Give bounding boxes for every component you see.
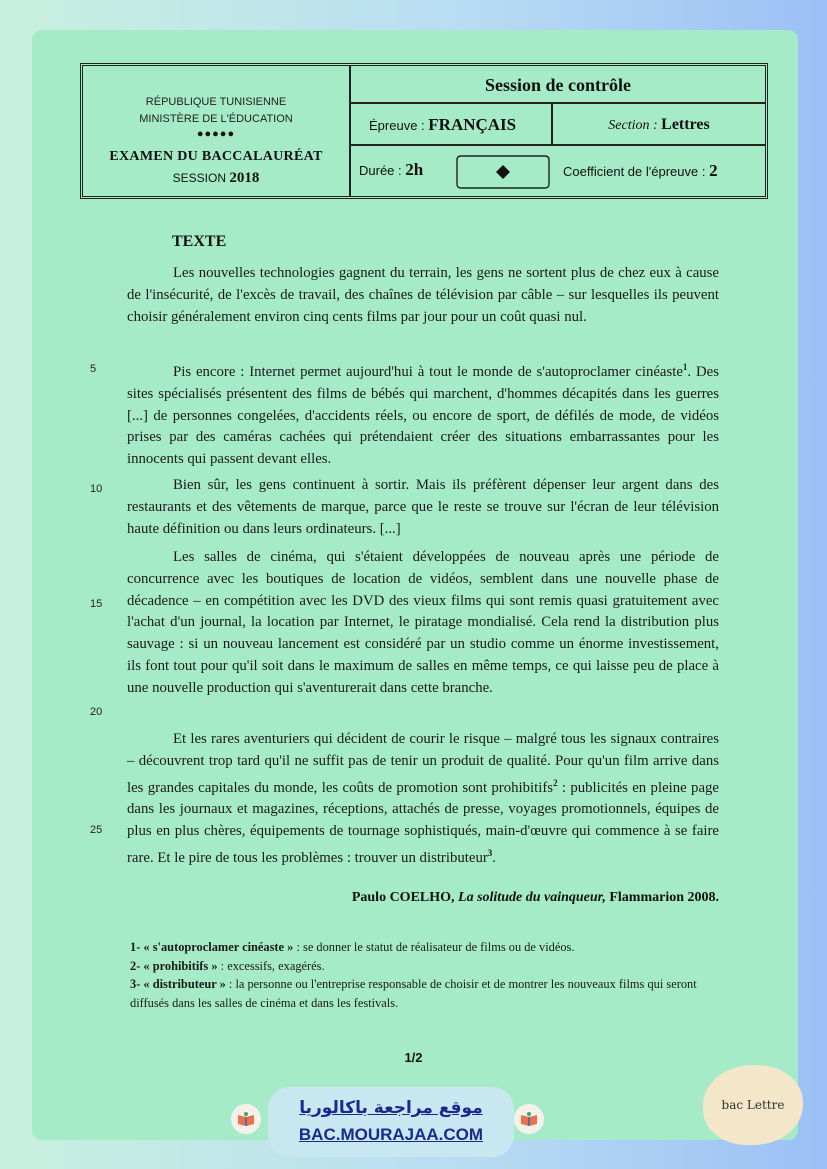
footnote-ref-3: 3 — [487, 847, 493, 858]
book-title: La solitude du vainqueur, — [458, 890, 606, 905]
paragraph-5: Et les rares aventuriers qui décident de courir le risque – malgré tous les signaux contraires – découvrent trop tard qu'il ne suffit pas de tenir un produit de qualité. Pour qu'un film arrive dans les grandes capitales du monde, les coûts de promotion sont prohibitifs$^2$ : publicités en pleine page dans les journaux et magazines, réceptions, attachés de presse, voyages promotionnels, équipes de plus en plus chères, équipements de tournage sophistiqués, main-d'œuvre qui commence à se faire rare. Et le pire de tous les problèmes : trouver un distributeur$^3$. — [127, 731, 719, 866]
header-institution-cell — [83, 66, 351, 196]
ministry-label: MINISTÈRE DE L'ÉDUCATION — [139, 113, 293, 125]
coefficient-value: 2 — [709, 161, 718, 180]
session-year: 2018 — [229, 170, 260, 186]
session-type: Session de contrôle — [351, 66, 765, 104]
site-name-arabic[interactable]: موقع مراجعة باكالوريا — [299, 1098, 483, 1118]
paragraph-3: Bien sûr, les gens continuent à sortir. Mais ils préfèrent dépenser leur argent dans des restaurants et des vêtements de marque, parce que le reste se trouve sur l'écran de leur télévision haute définition ou dans leurs ordinateurs. [...] — [127, 477, 719, 537]
bac-lettre-logo: bac Lettre — [703, 1065, 803, 1145]
country-label: RÉPUBLIQUE TUNISIENNE — [145, 96, 287, 108]
decorative-dots: ●●●●● — [196, 128, 236, 140]
line-number: 10 — [90, 483, 103, 495]
section-value: Lettres — [661, 116, 710, 133]
line-number: 5 — [90, 363, 97, 375]
text-source: Paulo COELHO, La solitude du vainqueur, Flammarion 2008. — [351, 890, 719, 905]
paragraph-4: Les salles de cinéma, qui s'étaient développées de nouveau après une période de concurrence avec les boutiques de location de vidéos, semblent dans une nouvelle phase de décadence – en compétition avec les DVD des vieux films qui sont remis quasi gratuitement avec l'achat d'un journal, la location par Internet, le piratage mondialisé. Cela rend la distribution plus sauvage : si un nouveau lancement est considéré par un studio comme un énorme investissement, ils font tout pour qu'il soit dans le maximum de salles en même temps, ce qui laisse peu de place à une nouvelle production qui s'aventurerait dans cette branche. — [127, 549, 719, 696]
text-title: TEXTE — [172, 233, 227, 250]
epreuve-cell: Épreuve : FRANÇAIS — [351, 104, 553, 144]
footnote-2: 2- « prohibitifs » : excessifs, exagérés. — [130, 958, 325, 973]
paragraph-1: Les nouvelles technologies gagnent du terrain, les gens ne sortent plus de chez eux à cause de l'insécurité, de l'excès de travail, des chaînes de télévision par câble – sur lesquelles ils peuvent choisir généralement environ cinq cents films par jour pour un coût quasi nul. — [127, 265, 719, 325]
footnote-ref-1: 1 — [682, 362, 688, 372]
section-cell: Section : Lettres — [608, 116, 710, 133]
footnote-1: 1- « s'autoproclamer cinéaste » : se donner le statut de réalisateur de films ou de vidéos. — [130, 940, 575, 954]
website-banner-link[interactable] — [268, 1087, 514, 1157]
exam-header-table — [80, 63, 768, 199]
coefficient-label: Coefficient de l'épreuve : 2 — [563, 161, 718, 180]
duration-row — [351, 146, 765, 196]
footnote-3: 3- « distributeur » : la personne ou l'entreprise responsable de choisir et de montrer les nouveaux films qui seront diffusés dans les salles de cinéma et dans les festivals. — [130, 977, 697, 1010]
subject-row — [351, 104, 765, 146]
duration-label: Durée : 2h — [359, 160, 424, 179]
footnotes — [130, 938, 710, 1012]
diamond-frame-icon — [455, 154, 551, 190]
book-logo-icon — [514, 1104, 544, 1134]
site-url[interactable]: BAC.MOURAJAA.COM — [298, 1125, 484, 1144]
line-number: 15 — [90, 598, 103, 610]
page-number: 1/2 — [404, 1050, 423, 1065]
footnote-ref-2: 2 — [553, 777, 558, 788]
book-logo-icon — [231, 1104, 261, 1134]
line-number: 25 — [90, 824, 103, 836]
epreuve-value: FRANÇAIS — [428, 115, 517, 134]
session-label: SESSION 2018 — [172, 170, 260, 186]
exam-label: EXAMEN DU BACCALAURÉAT — [109, 149, 323, 164]
paragraph-2: Pis encore : Internet permet aujourd'hui à tout le monde de s'autoproclamer cinéaste$^1$. Des sites spécialisés présentent des films de bébés qui marchent, d'hommes décapités dans les guerres [...] de personnes congelées, d'accidents réels, ou encore de sport, de défilés de mode, de vidéos prises par des caméras cachées qui prétendaient créer des situations embarrassantes pour les innocents qui passent devant elles. — [127, 362, 719, 468]
line-number: 20 — [90, 706, 103, 718]
duration-value: 2h — [405, 160, 424, 179]
header-details — [351, 66, 765, 196]
